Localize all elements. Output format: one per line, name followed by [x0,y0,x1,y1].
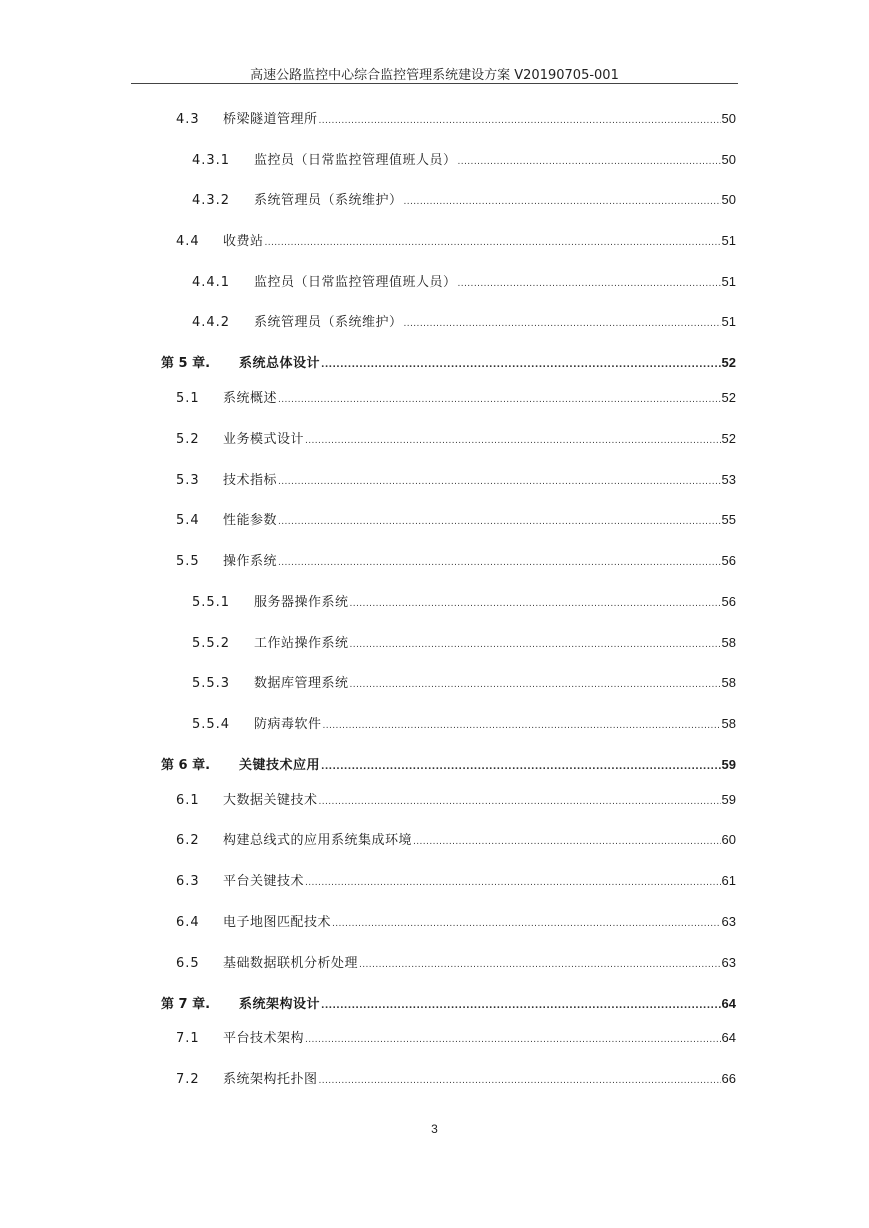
toc-entry-page: 61 [721,873,736,888]
toc-dot-leader [350,676,721,694]
toc-entry-title: 技术指标 [223,473,278,488]
toc-dot-leader [413,833,721,851]
toc-dot-leader [278,391,721,409]
toc-entry-title: 数据库管理系统 [254,676,349,691]
toc-entry-title: 大数据关键技术 [223,793,318,808]
toc-entry-number: 4.3.1 [192,153,231,168]
toc-entry-page: 52 [721,355,736,370]
toc-entry-page: 63 [721,955,736,970]
toc-dot-leader [305,874,721,892]
toc-entry-title: 性能参数 [223,513,278,528]
toc-section-entry[interactable] [176,232,736,250]
toc-dot-leader [278,513,721,531]
toc-entry-number: 7.1 [176,1031,200,1046]
toc-section-entry[interactable] [176,1029,736,1047]
toc-entry-title: 工作站操作系统 [254,636,349,651]
toc-entry-number: 4.4.2 [192,315,231,330]
toc-entry-page: 64 [721,1030,736,1045]
page-number: 3 [431,1122,438,1136]
toc-entry-page: 63 [721,914,736,929]
toc-entry-number: 5.3 [176,473,200,488]
toc-dot-leader [305,432,721,450]
toc-entry-page: 59 [721,757,736,772]
toc-entry-page: 52 [721,390,736,405]
toc-entry-title: 关键技术应用 [239,758,321,773]
toc-entry-number: 5.4 [176,513,200,528]
toc-entry-title: 平台技术架构 [223,1031,305,1046]
toc-entry-number: 5.2 [176,432,200,447]
toc-entry-number: 5.5.1 [192,595,231,610]
toc-entry-page: 66 [721,1071,736,1086]
toc-section-entry[interactable] [176,872,736,890]
toc-chapter-entry[interactable] [161,756,736,774]
toc-entry-number: 4.4 [176,234,200,249]
toc-section-entry[interactable] [176,389,736,407]
toc-entry-title: 业务模式设计 [223,432,305,447]
toc-section-entry[interactable] [176,110,736,128]
toc-entry-page: 53 [721,472,736,487]
toc-entry-number: 5.5.3 [192,676,231,691]
toc-entry-number: 4.3 [176,112,200,127]
toc-dot-leader [359,956,721,974]
toc-entry-page: 58 [721,635,736,650]
toc-subsection-entry[interactable] [192,634,736,652]
toc-entry-page: 55 [721,512,736,527]
toc-dot-leader [332,915,721,933]
toc-entry-page: 51 [721,274,736,289]
toc-entry-number: 第 5 章. [161,356,211,371]
toc-entry-number: 4.4.1 [192,275,231,290]
toc-entry-title: 构建总线式的应用系统集成环境 [223,833,413,848]
toc-entry-page: 52 [721,431,736,446]
toc-entry-page: 60 [721,832,736,847]
toc-section-entry[interactable] [176,471,736,489]
toc-section-entry[interactable] [176,1070,736,1088]
page-header-title: 高速公路监控中心综合监控管理系统建设方案 V20190705-001 [250,68,619,83]
toc-entry-number: 4.3.2 [192,193,231,208]
toc-entry-title: 系统管理员（系统维护） [254,315,403,330]
toc-entry-page: 56 [721,553,736,568]
toc-dot-leader [321,356,721,374]
toc-dot-leader [265,234,721,252]
toc-dot-leader [321,758,721,776]
toc-dot-leader [319,1072,721,1090]
toc-entry-number: 6.4 [176,915,200,930]
toc-dot-leader [458,153,721,171]
toc-entry-page: 51 [721,233,736,248]
toc-entry-title: 监控员（日常监控管理值班人员） [254,275,457,290]
toc-entry-page: 64 [721,996,736,1011]
toc-entry-number: 6.5 [176,956,200,971]
toc-entry-number: 第 7 章. [161,997,211,1012]
toc-section-entry[interactable] [176,913,736,931]
toc-dot-leader [404,193,721,211]
toc-entry-title: 防病毒软件 [254,717,322,732]
toc-entry-title: 系统总体设计 [239,356,321,371]
toc-entry-page: 50 [721,192,736,207]
toc-dot-leader [305,1031,721,1049]
toc-dot-leader [458,275,721,293]
toc-entry-page: 56 [721,594,736,609]
toc-subsection-entry[interactable] [192,674,736,692]
toc-section-entry[interactable] [176,511,736,529]
toc-subsection-entry[interactable] [192,151,736,169]
toc-subsection-entry[interactable] [192,191,736,209]
toc-chapter-entry[interactable] [161,354,736,372]
toc-entry-page: 51 [721,314,736,329]
toc-section-entry[interactable] [176,430,736,448]
toc-section-entry[interactable] [176,791,736,809]
toc-entry-number: 5.5.2 [192,636,231,651]
toc-entry-number: 7.2 [176,1072,200,1087]
toc-entry-title: 系统管理员（系统维护） [254,193,403,208]
toc-dot-leader [319,793,721,811]
toc-entry-number: 5.5.4 [192,717,231,732]
toc-entry-page: 50 [721,152,736,167]
toc-subsection-entry[interactable] [192,593,736,611]
toc-section-entry[interactable] [176,831,736,849]
toc-entry-page: 58 [721,675,736,690]
toc-dot-leader [350,636,721,654]
toc-dot-leader [404,315,721,333]
toc-entry-title: 平台关键技术 [223,874,305,889]
toc-entry-number: 6.1 [176,793,200,808]
toc-entry-page: 59 [721,792,736,807]
toc-subsection-entry[interactable] [192,273,736,291]
toc-entry-title: 系统架构托扑图 [223,1072,318,1087]
toc-entry-title: 基础数据联机分析处理 [223,956,359,971]
toc-entry-page: 58 [721,716,736,731]
toc-entry-number: 6.2 [176,833,200,848]
toc-entry-number: 6.3 [176,874,200,889]
toc-dot-leader [278,554,721,572]
toc-section-entry[interactable] [176,954,736,972]
toc-dot-leader [278,473,721,491]
toc-entry-page: 50 [721,111,736,126]
toc-entry-title: 收费站 [223,234,264,249]
toc-entry-title: 系统概述 [223,391,278,406]
toc-entry-title: 桥梁隧道管理所 [223,112,318,127]
toc-subsection-entry[interactable] [192,313,736,331]
toc-entry-title: 操作系统 [223,554,278,569]
toc-entry-number: 第 6 章. [161,758,211,773]
toc-entry-title: 监控员（日常监控管理值班人员） [254,153,457,168]
toc-subsection-entry[interactable] [192,715,736,733]
toc-entry-title: 电子地图匹配技术 [223,915,332,930]
toc-entry-title: 服务器操作系统 [254,595,349,610]
toc-section-entry[interactable] [176,552,736,570]
toc-chapter-entry[interactable] [161,995,736,1013]
toc-dot-leader [321,997,721,1015]
toc-entry-number: 5.1 [176,391,200,406]
toc-dot-leader [323,717,721,735]
toc-dot-leader [350,595,721,613]
toc-entry-number: 5.5 [176,554,200,569]
toc-entry-title: 系统架构设计 [239,997,321,1012]
toc-dot-leader [319,112,721,130]
